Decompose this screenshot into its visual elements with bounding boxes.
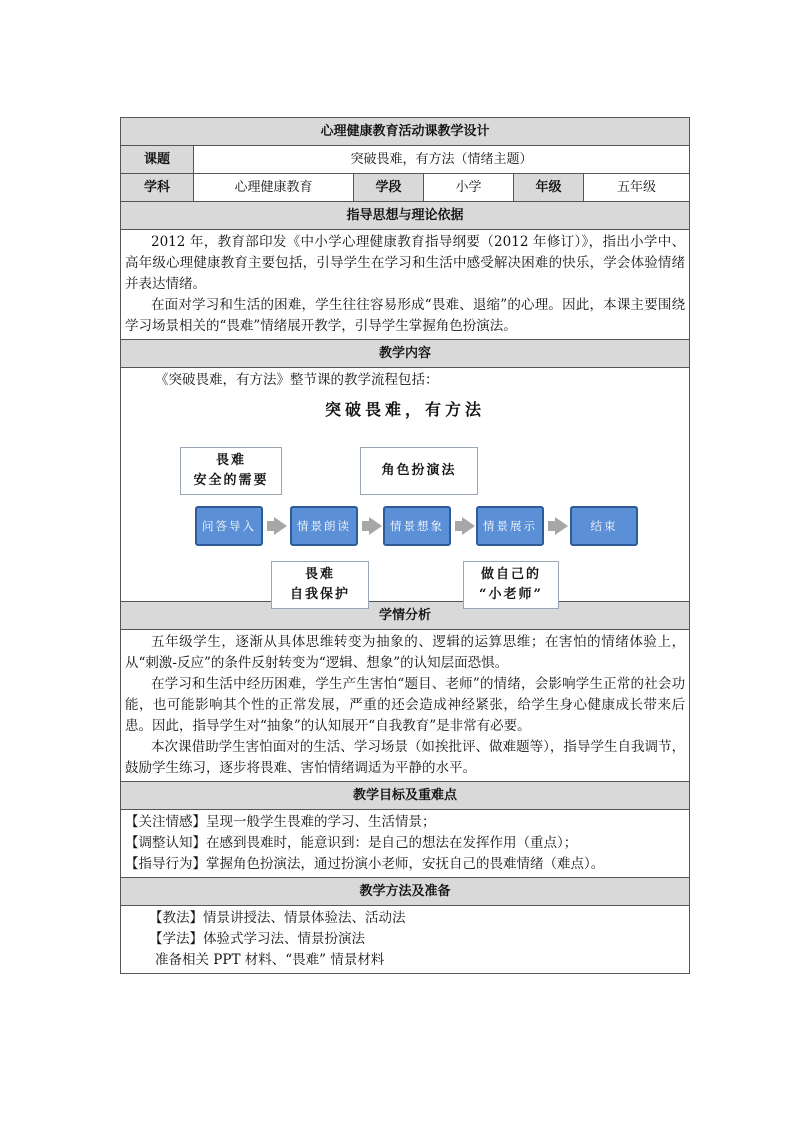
diagram-title: 突破畏难，有方法 <box>325 400 486 419</box>
method-preparation: 准备相关 PPT 材料、“畏难” 情景材料 <box>155 952 385 968</box>
content-intro: 《突破畏难，有方法》整节课的教学流程包括： <box>155 372 439 388</box>
method-learning: 【学法】体验式学习法、情景扮演法 <box>149 931 365 947</box>
section-theory-title: 指导思想与理论依据 <box>121 202 690 230</box>
course-label: 课题 <box>121 146 194 174</box>
section-content-title: 教学内容 <box>121 340 690 368</box>
stage-value: 小学 <box>424 174 514 202</box>
step-qa-intro: 问答导入 <box>195 506 263 546</box>
section-methods-title: 教学方法及准备 <box>121 878 690 906</box>
note-line: 自我保护 <box>289 587 350 602</box>
note-line: 畏难 <box>304 567 335 582</box>
analysis-paragraph: 在学习和生活中经历困难，学生产生害怕“题目、老师”的情绪，会影响学生正常的社会功能，也可能影响其个性的正常发展，严重的还会造成神经紧张，给学生身心健康成长带来后患。因此，指导学生对“抽象”的认知展开“自我教育”是非常有必要。 <box>125 676 686 734</box>
goal-item: 【调整认知】在感到畏难时，能意识到：是自己的想法在发挥作用（重点）； <box>125 835 578 851</box>
step-scene-reading: 情景朗读 <box>290 506 358 546</box>
note-line: 做自己的 <box>480 567 541 582</box>
step-scene-showing: 情景展示 <box>476 506 544 546</box>
grade-label: 年级 <box>514 174 584 202</box>
analysis-paragraph: 本次课借助学生害怕面对的生活、学习场景（如挨批评、做难题等），指导学生自我调节，鼓励学生练习，逐步将畏难、害怕情绪调适为平静的水平。 <box>125 739 686 776</box>
flow-arrow <box>267 521 274 531</box>
note-line: 角色扮演法 <box>381 463 457 478</box>
section-goals-title: 教学目标及重难点 <box>121 782 690 810</box>
theory-paragraph: 在面对学习和生活的困难，学生往往容易形成“畏难、退缩”的心理。因此，本课主要围绕学习场景相关的“畏难”情绪展开教学，引导学生掌握角色扮演法。 <box>125 297 686 334</box>
section-analysis-body <box>121 630 690 782</box>
section-goals-body <box>121 810 690 878</box>
note-role-play <box>360 447 478 495</box>
flow-arrow-head <box>555 517 568 535</box>
analysis-paragraph: 五年级学生，逐渐从具体思维转变为抽象的、逻辑的运算思维；在害怕的情绪体验上，从“刺激-反应”的条件反射转变为“逻辑、想象”的认知层面恐惧。 <box>125 634 686 671</box>
note-line: 畏难 <box>215 453 246 468</box>
method-teaching: 【教法】情景讲授法、情景体验法、活动法 <box>149 910 406 926</box>
step-scene-imagining: 情景想象 <box>383 506 451 546</box>
flow-arrow <box>548 521 555 531</box>
flow-diagram <box>125 391 685 602</box>
section-content-body <box>121 368 690 602</box>
goal-item: 【指导行为】掌握角色扮演法，通过扮演小老师，安抚自己的畏难情绪（难点）。 <box>125 856 605 872</box>
document-title: 心理健康教育活动课教学设计 <box>121 118 690 146</box>
course-topic: 突破畏难，有方法（情绪主题） <box>194 146 690 174</box>
flow-arrow-head <box>462 517 475 535</box>
note-fear-safety <box>180 447 282 495</box>
theory-paragraph: 2012 年，教育部印发《中小学心理健康教育指导纲要（2012 年修订）》，指出小学中、高年级心理健康教育主要包括，引导学生在学习和生活中感受解决困难的快乐，学会体验情绪并表达情绪。 <box>125 234 686 292</box>
stage-label: 学段 <box>354 174 424 202</box>
flow-arrow-head <box>369 517 382 535</box>
section-analysis-title: 学情分析 <box>121 602 690 630</box>
flow-arrow <box>455 521 462 531</box>
subject-value: 心理健康教育 <box>194 174 354 202</box>
note-fear-self-protect <box>271 561 369 609</box>
note-line: 安全的需要 <box>193 473 269 488</box>
section-methods-body <box>121 906 690 974</box>
section-theory-body <box>121 230 690 340</box>
note-little-teacher <box>463 561 559 609</box>
step-end: 结束 <box>570 506 638 546</box>
subject-label: 学科 <box>121 174 194 202</box>
grade-value: 五年级 <box>584 174 690 202</box>
note-line: “小老师” <box>479 587 543 602</box>
flow-arrow <box>362 521 369 531</box>
goal-item: 【关注情感】呈现一般学生畏难的学习、生活情景； <box>125 814 436 830</box>
flow-arrow-head <box>274 517 287 535</box>
lesson-plan-table <box>120 117 690 974</box>
